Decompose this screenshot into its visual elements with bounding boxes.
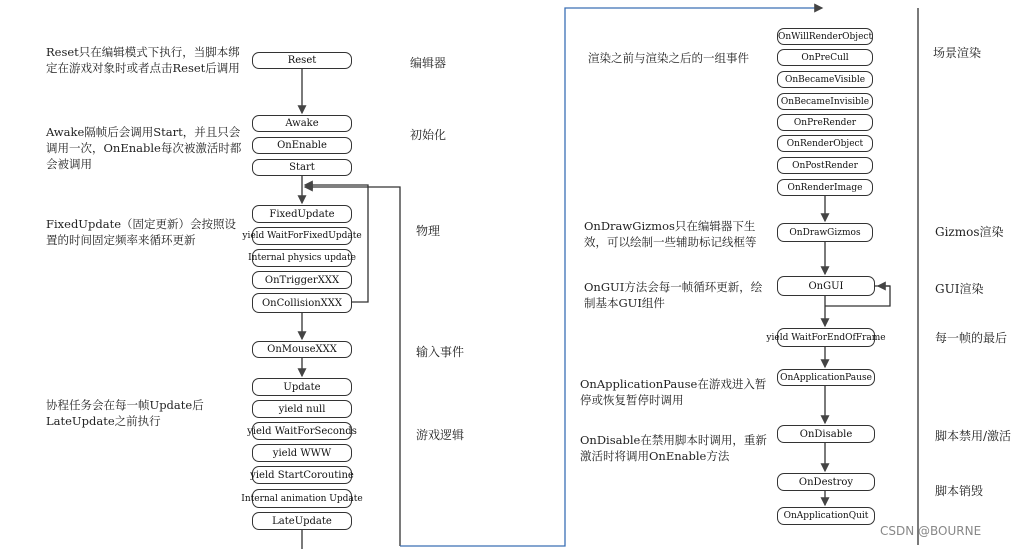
note-render: 渲染之前与渲染之后的一组事件 — [588, 51, 749, 65]
phase-scene-render: 场景渲染 — [933, 46, 982, 60]
phase-disable-enable: 脚本禁用/激活 — [935, 429, 1012, 443]
box-waitforendofframe: yield WaitForEndOfFrame — [777, 328, 875, 347]
note-ongui: OnGUI方法会每一帧循环更新，绘制基本GUI组件 — [584, 280, 763, 310]
phase-init: 初始化 — [410, 128, 447, 142]
note-awake: Awake隔帧后会调用Start，并且只会调用一次，OnEnable每次被激活时都会被调用 — [46, 125, 242, 171]
note-onapplicationpause: OnApplicationPause在游戏进入暂停或恢复暂停时调用 — [580, 377, 767, 407]
phase-input: 输入事件 — [416, 345, 465, 359]
note-coroutine: 协程任务会在每一帧Update后LateUpdate之前执行 — [46, 398, 204, 428]
box-onapplicationquit: OnApplicationQuit — [777, 507, 875, 525]
phase-gamelogic: 游戏逻辑 — [416, 428, 465, 442]
box-onenable: OnEnable — [252, 137, 352, 154]
box-onprerender: OnPreRender — [777, 114, 873, 131]
box-onmouse: OnMouseXXX — [252, 341, 352, 358]
box-ontrigger: OnTriggerXXX — [252, 271, 352, 289]
box-ongui: OnGUI — [777, 276, 875, 296]
box-update: Update — [252, 378, 352, 396]
phase-end-of-frame: 每一帧的最后 — [935, 331, 1008, 345]
phase-physics: 物理 — [416, 224, 441, 238]
phase-gizmos-render: Gizmos渲染 — [935, 225, 1004, 239]
box-ondestroy: OnDestroy — [777, 473, 875, 491]
box-start: Start — [252, 159, 352, 176]
box-lateupdate: LateUpdate — [252, 512, 352, 530]
box-ondisable: OnDisable — [777, 425, 875, 443]
box-internal-animation: Internal animation Update — [252, 489, 352, 508]
box-awake: Awake — [252, 115, 352, 132]
note-reset: Reset只在编辑模式下执行，当脚本绑定在游戏对象时或者点击Reset后调用 — [46, 45, 240, 75]
phase-editor: 编辑器 — [410, 56, 447, 70]
note-fixedupdate: FixedUpdate（固定更新）会按照设置的时间固定频率来循环更新 — [46, 217, 237, 247]
box-onbecameinvisible: OnBecameInvisible — [777, 93, 873, 110]
box-fixedupdate: FixedUpdate — [252, 205, 352, 223]
box-ondrawgizmos: OnDrawGizmos — [777, 223, 873, 242]
box-yield-null: yield null — [252, 400, 352, 418]
box-oncollision: OnCollisionXXX — [252, 293, 352, 313]
box-onbecamevisible: OnBecameVisible — [777, 71, 873, 88]
box-startcoroutine: yield StartCoroutine — [252, 466, 352, 484]
note-ondisable: OnDisable在禁用脚本时调用，重新激活时将调用OnEnable方法 — [580, 433, 767, 463]
note-ondrawgizmos: OnDrawGizmos只在编辑器下生效，可以绘制一些辅助标记线框等 — [584, 219, 757, 249]
phase-destroy: 脚本销毁 — [935, 484, 984, 498]
box-onwillrenderobject: OnWillRenderObject — [777, 28, 873, 45]
box-reset: Reset — [252, 52, 352, 69]
box-onpostrender: OnPostRender — [777, 157, 873, 174]
box-internal-physics: Internal physics update — [252, 249, 352, 267]
box-onrenderobject: OnRenderObject — [777, 135, 873, 152]
box-yield-www: yield WWW — [252, 444, 352, 462]
box-onprecull: OnPreCull — [777, 49, 873, 66]
box-waitforfixedupdate: yield WaitForFixedUpdate — [252, 227, 352, 245]
watermark: CSDN @BOURNE — [880, 524, 982, 538]
box-onrenderimage: OnRenderImage — [777, 179, 873, 196]
box-onapplicationpause: OnApplicationPause — [777, 369, 875, 386]
box-waitforseconds: yield WaitForSeconds — [252, 422, 352, 440]
phase-gui-render: GUI渲染 — [935, 282, 984, 296]
